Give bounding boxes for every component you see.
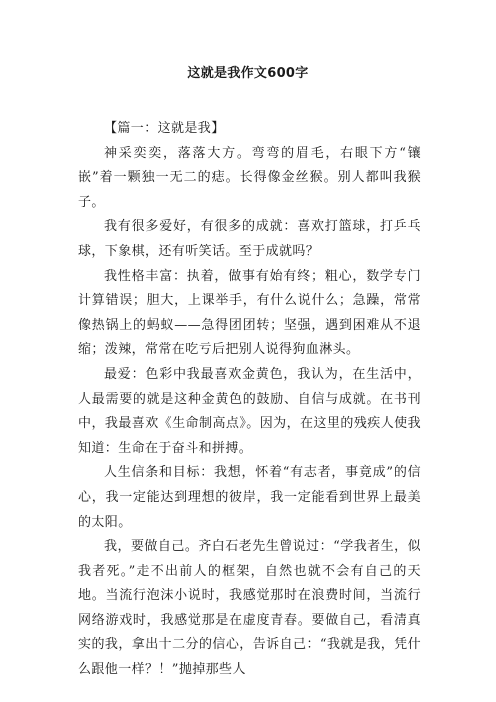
paragraph-5: 人生信条和目标：我想，怀着“有志者，事竟成”的信心，我一定能达到理想的彼岸，我一定能看到世界上最美的太阳。 bbox=[78, 465, 421, 530]
paragraph-1: 神采奕奕，落落大方。弯弯的眉毛，右眼下方“镶嵌”着一颗独一无二的痣。长得像金丝猴。别人都叫我猴子。 bbox=[78, 145, 421, 210]
document-title: 这就是我作文600字 bbox=[187, 66, 309, 81]
section-heading: 【篇一：这就是我】 bbox=[104, 121, 225, 136]
paragraph-2: 我有很多爱好，有很多的成就：喜欢打篮球，打乒乓球，下象棋，还有听笑话。至于成就吗？ bbox=[78, 219, 421, 259]
paragraph-4: 最爱：色彩中我最喜欢金黄色，我认为，在生活中，人最需要的就是这种金黄色的鼓励、自信与成就。在书刊中，我最喜欢《生命制高点》。因为，在这里的残疾人使我知道：生命在于奋斗和拼搏。 bbox=[78, 366, 421, 456]
paragraph-3: 我性格丰富：执着，做事有始有终；粗心，数学专门计算错误；胆大，上课举手，有什么说什么；急躁，常常像热锅上的蚂蚁——急得团团转；坚强，遇到困难从不退缩；泼辣，常常在吃亏后把别人说得狗血淋头。 bbox=[78, 268, 421, 358]
paragraph-6: 我，要做自己。齐白石老先生曾说过：“学我者生，似我者死。”走不出前人的框架，自然也就不会有自己的天地。当流行泡沫小说时，我感觉那时在浪费时间，当流行网络游戏时，我感觉那是在虚度青春。要做自己，看清真实的我，拿出十二分的信心，告诉自己：“我就是我，凭什么跟他一样？！”抛掉那些人 bbox=[78, 539, 421, 678]
document-body bbox=[78, 117, 421, 683]
